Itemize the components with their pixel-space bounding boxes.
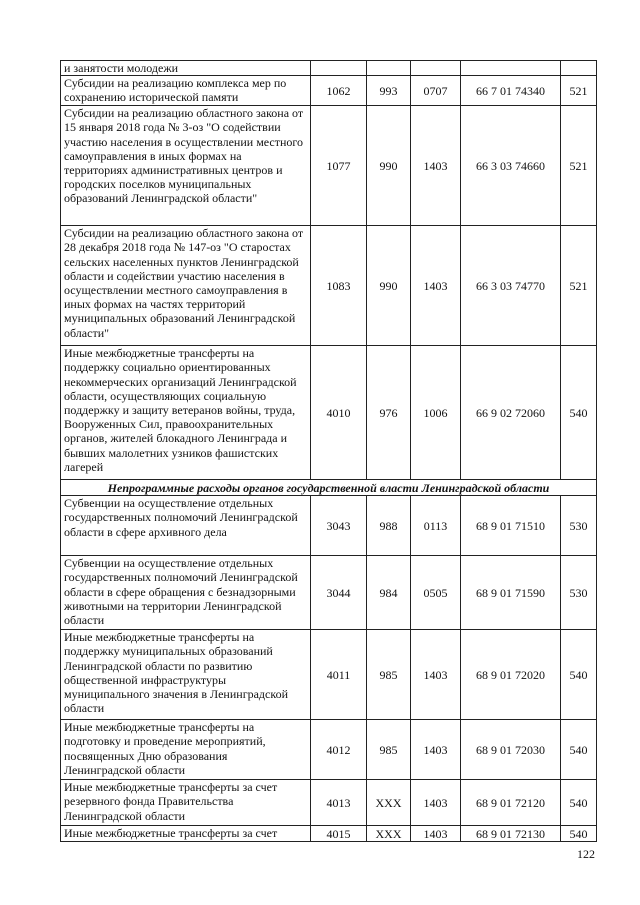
- code-cell: 3044: [311, 556, 367, 630]
- section-code-cell: 1006: [411, 346, 461, 480]
- admin-code-cell: XXX: [367, 780, 411, 826]
- table-row: [61, 226, 597, 346]
- description-cell: Иные межбюджетные трансферты на поддержку социально ориентированных некоммерческих организаций Ленинградской области, осуществляющих социальную поддержку и защиту ветеранов войны, труда, Вооруженных Сил, правоохранительных органов, жителей блокадного Ленинграда и бывших малолетних узников фашистских лагерей: [61, 346, 311, 480]
- target-article-cell: 68 9 01 72020: [461, 630, 561, 720]
- target-article-cell: [461, 61, 561, 76]
- description-cell: Субсидии на реализацию комплекса мер по сохранению исторической памяти: [61, 76, 311, 106]
- admin-code-cell: 990: [367, 106, 411, 226]
- code-cell: 4010: [311, 346, 367, 480]
- page-number: 122: [577, 847, 595, 861]
- admin-code-cell: 976: [367, 346, 411, 480]
- section-code-cell: 1403: [411, 780, 461, 826]
- expense-type-cell: 540: [561, 780, 597, 826]
- table-row: [61, 630, 597, 720]
- target-article-cell: 68 9 01 71590: [461, 556, 561, 630]
- admin-code-cell: 993: [367, 76, 411, 106]
- description-cell: Субсидии на реализацию областного закона от 15 января 2018 года № 3-оз "О содействии участию населения в осуществлении местного самоуправления в иных формах на территориях административных центров и городских поселков муниципальных образований Ленинградской области": [61, 106, 311, 226]
- code-cell: 1062: [311, 76, 367, 106]
- admin-code-cell: 990: [367, 226, 411, 346]
- section-code-cell: [411, 61, 461, 76]
- section-code-cell: 0113: [411, 496, 461, 556]
- expense-type-cell: 540: [561, 346, 597, 480]
- target-article-cell: 66 3 03 74770: [461, 226, 561, 346]
- description-cell: и занятости молодежи: [61, 61, 311, 76]
- table-row: [61, 720, 597, 780]
- description-cell: Иные межбюджетные трансферты на поддержку муниципальных образований Ленинградской области по развитию общественной инфраструктуры муниципального значения в Ленинградской области: [61, 630, 311, 720]
- code-cell: 1077: [311, 106, 367, 226]
- expense-type-cell: 540: [561, 630, 597, 720]
- section-code-cell: 1403: [411, 720, 461, 780]
- expense-type-cell: 521: [561, 226, 597, 346]
- code-cell: 4012: [311, 720, 367, 780]
- expense-type-cell: 521: [561, 106, 597, 226]
- code-cell: 1083: [311, 226, 367, 346]
- section-code-cell: 1403: [411, 106, 461, 226]
- target-article-cell: 68 9 01 72120: [461, 780, 561, 826]
- expense-type-cell: 530: [561, 496, 597, 556]
- admin-code-cell: XXX: [367, 826, 411, 842]
- code-cell: 3043: [311, 496, 367, 556]
- description-cell: Субсидии на реализацию областного закона от 28 декабря 2018 года № 147-оз "О старостах сельских населенных пунктов Ленинградской области и содействии участию населения в осуществлении местного самоуправления в иных формах на частях территорий муниципальных образований Ленинградской области": [61, 226, 311, 346]
- table-row: [61, 826, 597, 842]
- description-cell: Иные межбюджетные трансферты на подготовку и проведение мероприятий, посвященных Дню образования Ленинградской области: [61, 720, 311, 780]
- expense-type-cell: 540: [561, 720, 597, 780]
- target-article-cell: 68 9 01 71510: [461, 496, 561, 556]
- section-code-cell: 1403: [411, 826, 461, 842]
- target-article-cell: 68 9 01 72030: [461, 720, 561, 780]
- description-cell: Субвенции на осуществление отдельных государственных полномочий Ленинградской области в сфере обращения с безнадзорными животными на территории Ленинградской области: [61, 556, 311, 630]
- section-header-row: [61, 480, 597, 496]
- section-code-cell: 1403: [411, 630, 461, 720]
- description-cell: Иные межбюджетные трансферты за счет резервного фонда Правительства Ленинградской области: [61, 780, 311, 826]
- code-cell: 4013: [311, 780, 367, 826]
- expense-type-cell: 521: [561, 76, 597, 106]
- section-code-cell: 0505: [411, 556, 461, 630]
- admin-code-cell: 985: [367, 720, 411, 780]
- expense-type-cell: 530: [561, 556, 597, 630]
- code-cell: [311, 61, 367, 76]
- budget-table: [60, 60, 597, 842]
- admin-code-cell: 985: [367, 630, 411, 720]
- table-row: [61, 496, 597, 556]
- code-cell: 4015: [311, 826, 367, 842]
- section-code-cell: 0707: [411, 76, 461, 106]
- target-article-cell: 66 3 03 74660: [461, 106, 561, 226]
- code-cell: 4011: [311, 630, 367, 720]
- budget-table-body: [61, 61, 597, 842]
- expense-type-cell: 540: [561, 826, 597, 842]
- table-row: [61, 556, 597, 630]
- table-row: [61, 780, 597, 826]
- table-row: [61, 106, 597, 226]
- admin-code-cell: [367, 61, 411, 76]
- table-row: [61, 346, 597, 480]
- target-article-cell: 66 9 02 72060: [461, 346, 561, 480]
- section-title-cell: Непрограммные расходы органов государственной власти Ленинградской области: [61, 480, 597, 496]
- target-article-cell: 66 7 01 74340: [461, 76, 561, 106]
- expense-type-cell: [561, 61, 597, 76]
- admin-code-cell: 984: [367, 556, 411, 630]
- table-row: [61, 61, 597, 76]
- admin-code-cell: 988: [367, 496, 411, 556]
- section-code-cell: 1403: [411, 226, 461, 346]
- table-row: [61, 76, 597, 106]
- description-cell: Субвенции на осуществление отдельных государственных полномочий Ленинградской области в сфере архивного дела: [61, 496, 311, 556]
- target-article-cell: 68 9 01 72130: [461, 826, 561, 842]
- description-cell: Иные межбюджетные трансферты за счет: [61, 826, 311, 842]
